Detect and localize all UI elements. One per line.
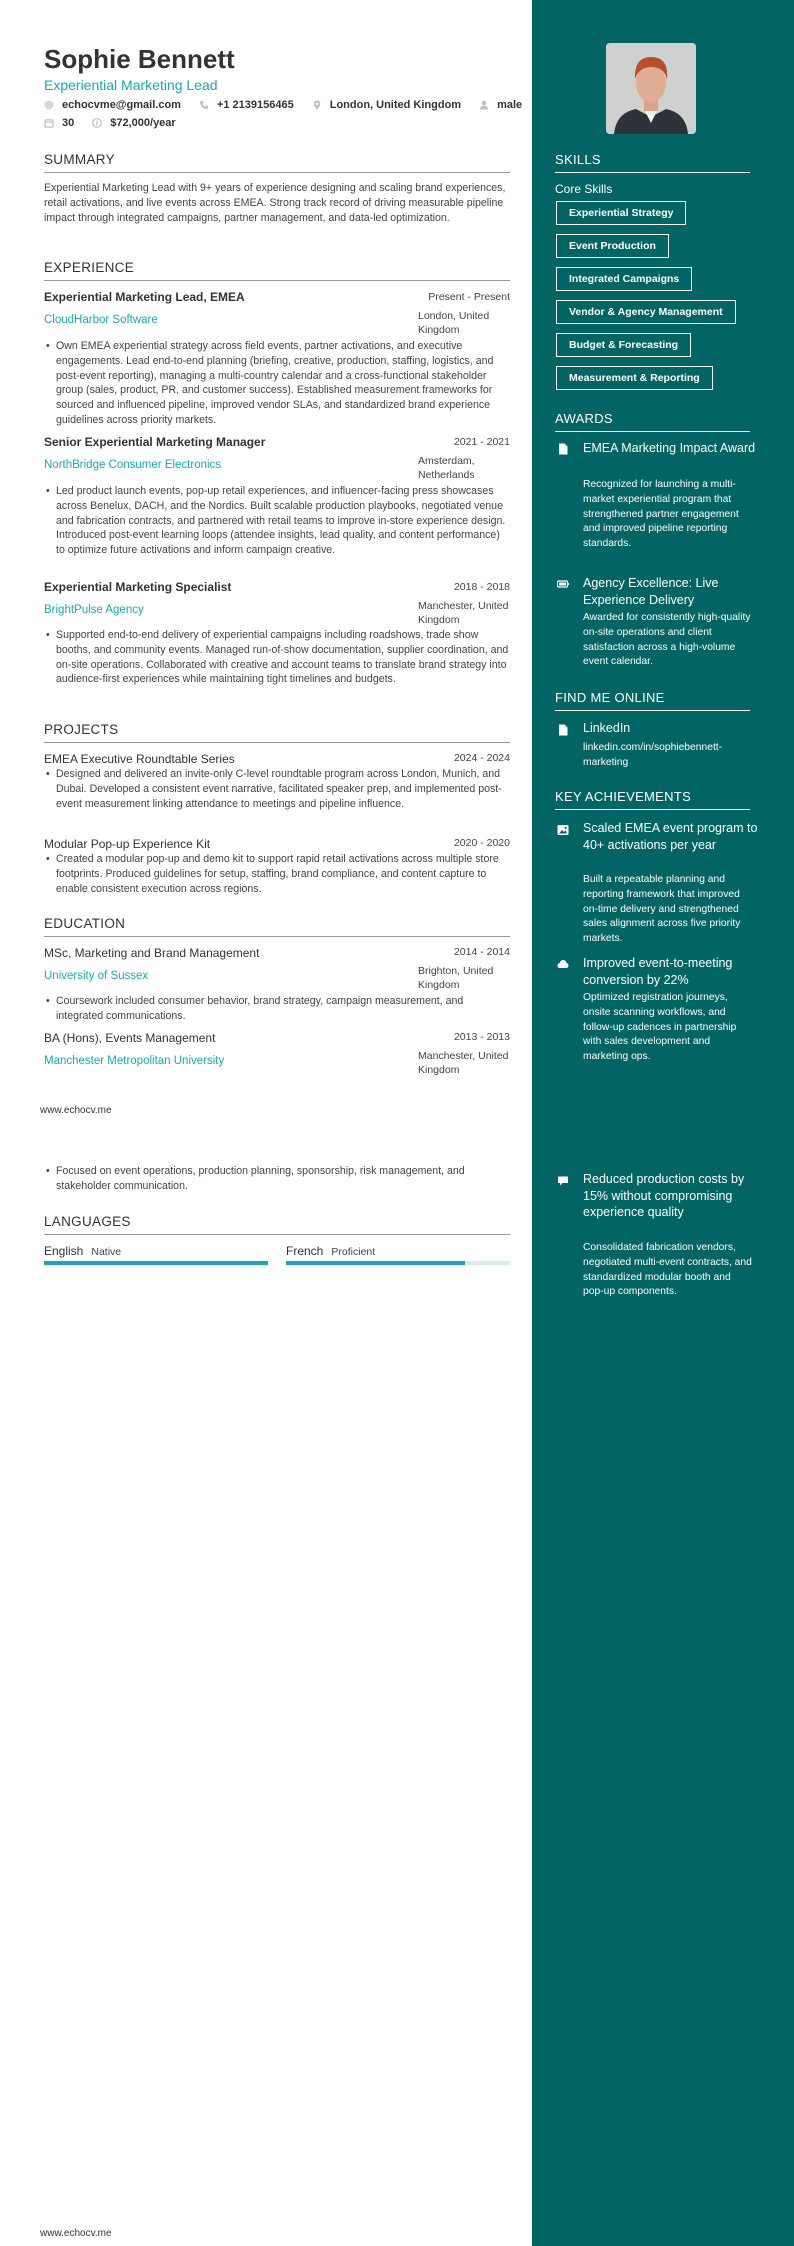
project-title: Modular Pop-up Experience Kit [44,837,211,851]
company-name: NorthBridge Consumer Electronics [44,459,222,471]
language-item [44,1244,121,1258]
age-text: 30 [62,117,75,129]
education-heading: EDUCATION [44,916,510,937]
job-location: London, United Kingdom [418,310,490,336]
online-heading: FIND ME ONLINE [555,690,750,711]
location-item [312,99,461,111]
achievement-text: Consolidated fabrication vendors, negotiated multi-event contracts, and standardized modular booth and pop-up components. [583,1242,752,1298]
projects-heading: PROJECTS [44,722,510,743]
location-pin-icon [312,100,322,110]
school-name: University of Sussex [44,970,149,982]
email-item[interactable] [44,99,181,111]
gender-text: male [497,99,523,111]
job-title: Senior Experiential Marketing Manager [44,435,266,449]
chat-icon [557,1175,569,1187]
battery-icon [557,578,569,590]
job-bullet: • Own EMEA experiential strategy across field events, partner activations, and executive engagements. Lead end-to-end planning (briefing, creative, production, staffing, logistics, and post-event reporting), managing a multi-country calendar and a cross-functional stakeholder group (sales, product, PR, and customer success). Established measurement frameworks for sourced and influenced pipeline, improved vendor SLAs, and standardized brand experience guidelines across priority markets. [44,339,510,428]
achievement-title: Reduced production costs by 15% without compromising experience quality [583,1172,745,1219]
job-dates: 2021 - 2021 [453,436,510,448]
job-bullet: • Supported end-to-end delivery of experiential campaigns including roadshows, trade show booths, and community events. Managed run-of-show documentation, supplier coordination, and on-site operations. Collaborated with creative and account teams to translate brand strategy into audience-first experiences while maintaining tight timelines and budgets. [44,628,510,687]
company-name: BrightPulse Agency [44,604,144,616]
candidate-title: Experiential Marketing Lead [44,77,218,93]
phone-item[interactable] [199,99,294,111]
contact-row-2 [44,117,194,129]
candidate-name: Sophie Bennett [44,44,235,74]
salary-text: $72,000/year [110,117,176,129]
achievements-heading: KEY ACHIEVEMENTS [555,789,750,810]
at-icon [44,100,54,110]
language-level: Native [91,1246,122,1258]
salary-icon [92,118,102,128]
salary-item [92,117,175,129]
achievement-title: Scaled EMEA event program to 40+ activations per year [583,821,758,852]
skills-subheading: Core Skills [555,182,613,196]
skill-tag: Measurement & Reporting [556,366,713,390]
job-title: Experiential Marketing Lead, EMEA [44,290,245,304]
job-dates: 2018 - 2018 [453,581,510,593]
contact-row-1 [44,99,540,111]
degree-title: MSc, Marketing and Brand Management [44,946,260,960]
language-bar [286,1261,510,1265]
skill-tag: Experiential Strategy [556,201,686,225]
skills-heading: SKILLS [555,152,750,173]
skill-tag: Vendor & Agency Management [556,300,736,324]
school-name: Manchester Metropolitan University [44,1055,225,1067]
project-dates: 2024 - 2024 [453,752,510,764]
summary-heading: SUMMARY [44,152,510,173]
degree-dates: 2014 - 2014 [453,946,510,958]
skill-tag: Budget & Forecasting [556,333,691,357]
project-dates: 2020 - 2020 [453,837,510,849]
phone-icon [199,100,209,110]
email-text: echocvme@gmail.com [62,99,181,111]
award-title: EMEA Marketing Impact Award [583,441,756,455]
document-icon [557,443,569,455]
achievement-title: Improved event-to-meeting conversion by 22% [583,956,733,987]
calendar-icon [44,118,54,128]
school-location: Manchester, United Kingdom [418,1050,509,1076]
linkedin-link[interactable]: linkedin.com/in/sophiebennett-marketing [583,742,723,768]
degree-title: BA (Hons), Events Management [44,1031,216,1045]
profile-photo [606,43,696,134]
footer-site[interactable]: www.echocv.me [40,2228,112,2239]
project-title: EMEA Executive Roundtable Series [44,752,235,766]
footer-site[interactable]: www.echocv.me [40,1105,112,1116]
company-name: CloudHarbor Software [44,314,158,326]
online-title: LinkedIn [583,721,631,735]
achievement-text: Built a repeatable planning and reporting framework that improved on-time delivery and strengthened sales alignment across five priority markets. [583,874,741,945]
job-location: Amsterdam, Netherlands [418,455,475,481]
project-bullet: • Created a modular pop-up and demo kit to support rapid retail activations across multiple store footprints. Produced guidelines for setup, staffing, brand compliance, and content capture to enable consistent execution across regions. [44,852,510,896]
experience-heading: EXPERIENCE [44,260,510,281]
achievement-text: Optimized registration journeys, onsite scanning workflows, and follow-up cadences in partnership with sales development and marketing ops. [583,992,737,1063]
language-bar [44,1261,268,1265]
job-location: Manchester, United Kingdom [418,600,509,626]
language-item [286,1244,375,1258]
image-icon [557,824,569,836]
language-name: English [44,1244,84,1258]
skill-tag: Event Production [556,234,669,258]
location-text: London, United Kingdom [329,99,462,111]
education-bullet: • Focused on event operations, production planning, sponsorship, risk management, and stakeholder communication. [44,1164,510,1194]
awards-heading: AWARDS [555,411,750,432]
degree-dates: 2013 - 2013 [453,1031,510,1043]
award-text: Recognized for launching a multi-market experiential program that strengthened partner engagement and improved pipeline reporting standards. [583,479,739,550]
phone-text: +1 2139156465 [216,99,294,111]
summary-text: Experiential Marketing Lead with 9+ years of experience designing and scaling brand experiences, retail activations, and live events across EMEA. Strong track record of driving measurable pipeline impact through integrated campaigns, partner management, and data-led optimization. [44,182,506,224]
school-location: Brighton, United Kingdom [418,965,494,991]
language-name: French [286,1244,324,1258]
age-item [44,117,74,129]
cloud-icon [557,958,569,970]
education-bullet: • Coursework included consumer behavior, brand strategy, campaign measurement, and integrated communications. [44,994,510,1024]
language-bar-fill [286,1261,465,1265]
project-bullet: • Designed and delivered an invite-only C-level roundtable program across London, Munich, and Dubai. Developed a consistent event narrative, facilitated speaker prep, and implemented post-event measurement linking attendance to meetings and pipeline influence. [44,767,510,811]
award-title: Agency Excellence: Live Experience Delivery [583,576,719,607]
gender-item [479,99,522,111]
job-dates: Present - Present [428,291,510,303]
languages-heading: LANGUAGES [44,1214,510,1235]
person-icon [479,100,489,110]
skill-tag: Integrated Campaigns [556,267,692,291]
job-title: Experiential Marketing Specialist [44,580,232,594]
language-bar-fill [44,1261,268,1265]
job-bullet: • Led product launch events, pop-up retail experiences, and influencer-facing press showcases across Benelux, DACH, and the Nordics. Built scalable production playbooks, negotiated venue and fabrication contracts, and partnered with retail teams to improve in-store experience design. Introduced post-event learning loops (attendee insights, lead quality, and content performance) to optimize future activations and inform campaign creative. [44,484,510,558]
award-text: Awarded for consistently high-quality on-site operations and client satisfaction across a high-volume event calendar. [583,612,751,668]
language-level: Proficient [331,1246,376,1258]
document-icon [557,724,569,736]
